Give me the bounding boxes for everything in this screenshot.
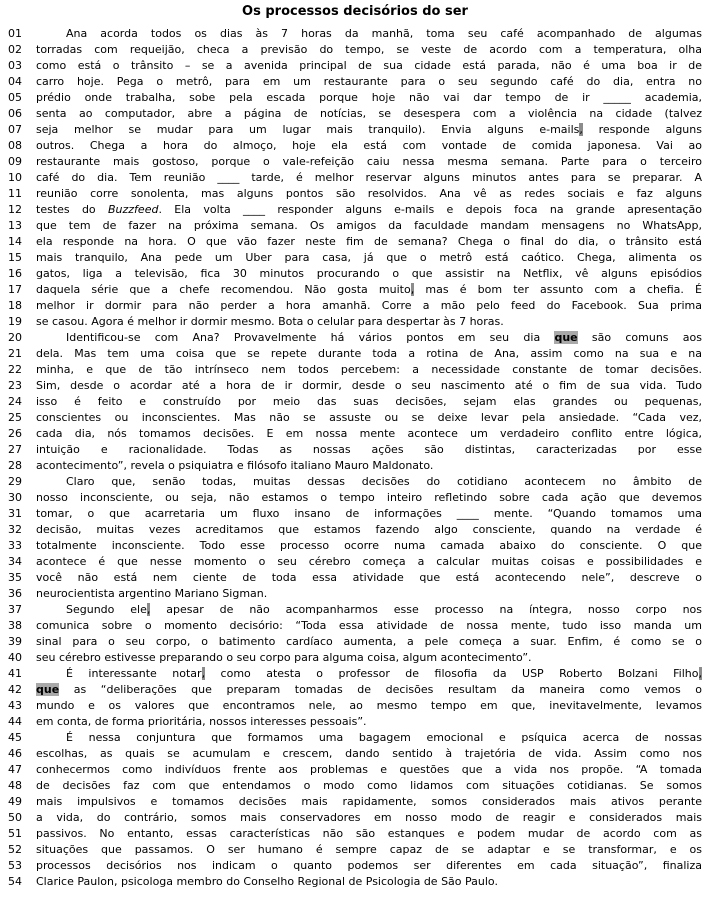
text-line <box>8 362 702 378</box>
line-text: seja melhor se mudar para um lugar mais tranquilo). Envia alguns e-mails, responde alguns <box>36 123 702 136</box>
text-line <box>8 810 702 826</box>
line-number: 45 <box>8 731 22 744</box>
text-line <box>8 282 702 298</box>
text-line <box>8 586 702 602</box>
line-text: em conta, de forma prioritária, nossos interesses pessoais”. <box>36 715 367 728</box>
line-number: 03 <box>8 59 22 72</box>
text-line <box>8 602 702 618</box>
line-number: 51 <box>8 827 22 840</box>
text-line <box>8 58 702 74</box>
line-text: minha, e que de tão intrínseco nem todos percebem: a necessidade constante de tomar decisões. <box>36 363 702 376</box>
line-text: você não está nem ciente de toda essa atividade que está acontecendo nele”, descreve o <box>36 571 702 584</box>
line-text: totalmente inconsciente. Todo esse processo ocorre numa camada abaixo do consciente. O que <box>36 539 702 552</box>
line-text: passivos. No entanto, essas características não são estanques e podem mudar de acordo com as <box>36 827 702 840</box>
styled-text: Buzzfeed <box>107 203 159 216</box>
text-line <box>8 74 702 90</box>
text-line <box>8 714 702 730</box>
line-text: intuição e racionalidade. Todas as nossas ações são distintas, caracterizadas por esse <box>36 443 702 456</box>
text-line <box>8 538 702 554</box>
line-text: reunião corre sonolenta, mas alguns pontos são resolvidos. Ana vê as redes sociais e faz alguns <box>36 187 702 200</box>
line-text: tomar, o que acarretaria um fluxo insano de informações ____ mente. “Quando tomamos uma <box>36 507 702 520</box>
line-text: carro hoje. Pega o metrô, para em um restaurante para o seu segundo café do dia, entra no <box>36 75 702 88</box>
line-text: acontece é que nesse momento o seu cérebro começa a calcular muitas coisas e possibilidades e <box>36 555 702 568</box>
line-text: Claro que, senão todas, muitas dessas decisões do cotidiano acontecem no âmbito de <box>66 475 702 488</box>
line-text: É interessante notar, como atesta o professor de filosofia da USP Roberto Bolzani Filho, <box>66 667 702 680</box>
text-line <box>8 298 702 314</box>
text-line <box>8 138 702 154</box>
line-number: 22 <box>8 363 22 376</box>
text-line <box>8 122 702 138</box>
line-text: melhor ir dormir para não perder a hora amanhã. Corre a mão pelo feed do Facebook. Sua prima <box>36 299 702 312</box>
line-text: decisão, muitas vezes acreditamos que estamos fazendo algo consciente, quando na verdade é <box>36 523 702 536</box>
highlight-mark: , <box>579 123 583 136</box>
line-text: Identificou-se com Ana? Provavelmente há vários pontos em seu dia que são comuns aos <box>66 331 703 344</box>
line-number: 37 <box>8 603 22 616</box>
text-line <box>8 202 702 218</box>
text-line <box>8 650 702 666</box>
line-text: senta ao computador, abre a página de notícias, se desespera com a violência na cidade (talvez <box>36 107 702 120</box>
line-text: nosso inconsciente, ou seja, não estamos o tempo inteiro refletindo sobre cada ação que devemos <box>36 491 702 504</box>
line-text: dela. Mas tem uma coisa que se repete durante toda a rotina de Ana, assim como na sua e na <box>36 347 702 360</box>
text-line <box>8 394 702 410</box>
text-line <box>8 858 702 874</box>
text-line <box>8 458 702 474</box>
text-line <box>8 794 702 810</box>
line-number: 32 <box>8 523 22 536</box>
line-number: 40 <box>8 651 22 664</box>
text-body <box>8 26 702 890</box>
line-number: 43 <box>8 699 22 712</box>
line-number: 36 <box>8 587 22 600</box>
line-text: ela responde na hora. O que vão fazer neste fim de semana? Chega o final do dia, o trânsito está <box>36 235 702 248</box>
text-line <box>8 426 702 442</box>
line-text: Ana acorda todos os dias às 7 horas da manhã, toma seu café acompanhado de algumas <box>66 27 702 40</box>
line-text: situações que passamos. O ser humano é sempre capaz de se adaptar e se transformar, e os <box>36 843 702 856</box>
line-number: 20 <box>8 331 22 344</box>
line-text: de decisões faz com que entendamos o modo como lidamos com situações cotidianas. Se somos <box>36 779 702 792</box>
text-line <box>8 698 702 714</box>
line-text: comunica sobre o momento decisório: “Toda essa atividade de nossa mente, tudo isso manda um <box>36 619 702 632</box>
line-number: 04 <box>8 75 22 88</box>
line-text: conhecermos como indivíduos frente aos problemas e questões que a vida nos propõe. “A tomada <box>36 763 702 776</box>
text-line <box>8 42 702 58</box>
text-line <box>8 330 702 346</box>
line-number: 38 <box>8 619 22 632</box>
text-line <box>8 762 702 778</box>
line-number: 35 <box>8 571 22 584</box>
line-number: 39 <box>8 635 22 648</box>
text-line <box>8 90 702 106</box>
line-text: neurocientista argentino Mariano Sigman. <box>36 587 268 600</box>
line-number: 25 <box>8 411 22 424</box>
line-text: isso é feito e construído por meio das suas decisões, sejam elas grandes ou pequenas, <box>36 395 702 408</box>
text-line <box>8 522 702 538</box>
line-number: 11 <box>8 187 22 200</box>
line-text: que tem de fazer na próxima semana. Os amigos da faculdade mandam mensagens no WhatsApp, <box>36 219 702 232</box>
text-line <box>8 826 702 842</box>
text-line <box>8 410 702 426</box>
text-line <box>8 618 702 634</box>
text-line <box>8 490 702 506</box>
line-number: 06 <box>8 107 22 120</box>
text-line <box>8 554 702 570</box>
text-line <box>8 842 702 858</box>
text-line <box>8 218 702 234</box>
line-text: Segundo ele, apesar de não acompanharmos esse processo na íntegra, nosso corpo nos <box>66 603 703 616</box>
line-number: 07 <box>8 123 22 136</box>
text-line <box>8 506 702 522</box>
text-line <box>8 378 702 394</box>
text-line <box>8 314 702 330</box>
highlight-mark: que <box>554 331 578 344</box>
line-number: 02 <box>8 43 22 56</box>
line-text: daquela série que a chefe recomendou. Não gosta muito, mas é bom ter assunto com a chefia. É <box>36 283 702 296</box>
line-text: como está o trânsito – se a avenida principal de sua cidade está parada, não é uma boa ir de <box>36 59 702 72</box>
text-line <box>8 346 702 362</box>
text-line <box>8 26 702 42</box>
line-text: testes do Buzzfeed. Ela volta ____ responder alguns e-mails e depois foca na grande apresentação <box>36 203 702 216</box>
line-number: 50 <box>8 811 22 824</box>
line-text: gatos, liga a televisão, fica 30 minutos procurando o que assistir na Netflix, vê alguns episódios <box>36 267 702 280</box>
line-number: 12 <box>8 203 22 216</box>
line-text: seu cérebro estivesse preparando o seu corpo para alguma coisa, algum acontecimento”. <box>36 651 532 664</box>
line-number: 08 <box>8 139 22 152</box>
highlight-mark: que <box>36 683 60 696</box>
line-number: 29 <box>8 475 22 488</box>
line-text: prédio onde trabalha, sobe pela escada porque hoje não vai dar tempo de ir _____ academia, <box>36 91 702 104</box>
line-number: 18 <box>8 299 22 312</box>
line-number: 13 <box>8 219 22 232</box>
line-text: acontecimento”, revela o psiquiatra e filósofo italiano Mauro Maldonato. <box>36 459 434 472</box>
line-number: 09 <box>8 155 22 168</box>
line-text: sinal para o seu corpo, o batimento cardíaco aumenta, a pele começa a suar. Enfim, é como se o <box>36 635 702 648</box>
line-number: 42 <box>8 683 22 696</box>
highlight-mark: , <box>698 667 702 680</box>
line-number: 01 <box>8 27 22 40</box>
page-title: Os processos decisórios do ser <box>242 4 468 19</box>
text-line <box>8 474 702 490</box>
line-number: 47 <box>8 763 22 776</box>
text-line <box>8 570 702 586</box>
text-line <box>8 730 702 746</box>
line-text: Clarice Paulon, psicologa membro do Conselho Regional de Psicologia de São Paulo. <box>36 875 498 888</box>
line-number: 33 <box>8 539 22 552</box>
line-number: 44 <box>8 715 22 728</box>
line-number: 53 <box>8 859 22 872</box>
line-number: 34 <box>8 555 22 568</box>
highlight-mark: , <box>201 667 206 680</box>
text-line <box>8 234 702 250</box>
line-number: 19 <box>8 315 22 328</box>
line-number: 24 <box>8 395 22 408</box>
line-text: a vida, do contrário, somos mais conservadores em nosso modo de reagir e considerados mais <box>36 811 702 824</box>
line-text: processos decisórios nos indicam o quanto podemos ser diferentes em cada situação”, finaliza <box>36 859 702 872</box>
text-line <box>8 170 702 186</box>
line-number: 26 <box>8 427 22 440</box>
text-line <box>8 250 702 266</box>
line-text: outros. Chega a hora do almoço, hoje ela está com vontade de comida japonesa. Vai ao <box>36 139 702 152</box>
text-line <box>8 266 702 282</box>
line-text: escolhas, as quais se acumulam e crescem, dando sentido à trajetória de vida. Assim como nos <box>36 747 702 760</box>
line-number: 48 <box>8 779 22 792</box>
line-number: 28 <box>8 459 22 472</box>
text-line <box>8 106 702 122</box>
line-text: Sim, desde o acordar até a hora de ir dormir, desde o seu nascimento até o fim de sua vida. Tudo <box>36 379 702 392</box>
text-line <box>8 186 702 202</box>
text-line <box>8 682 702 698</box>
line-number: 31 <box>8 507 22 520</box>
line-text: restaurante mais gostoso, porque o vale-refeição caiu nessa mesma semana. Parte para o terceiro <box>36 155 702 168</box>
line-text: que as “deliberações que preparam tomadas de decisões resultam da maneira como vemos o <box>36 683 702 696</box>
text-line <box>8 874 702 890</box>
line-number: 52 <box>8 843 22 856</box>
line-text: mais impulsivos e tomamos decisões mais rapidamente, somos considerados mais ativos perante <box>36 795 702 808</box>
line-number: 10 <box>8 171 22 184</box>
line-number: 05 <box>8 91 22 104</box>
line-number: 23 <box>8 379 22 392</box>
text-line <box>8 634 702 650</box>
line-text: É nessa conjuntura que formamos uma bagagem emocional e psíquica acerca de nossas <box>66 731 702 744</box>
text-line <box>8 442 702 458</box>
highlight-mark: , <box>410 283 415 296</box>
line-number: 17 <box>8 283 22 296</box>
line-text: conscientes ou inconscientes. Mas não se assuste ou se deixe levar pela ansiedade. “Cada vez, <box>36 411 702 424</box>
line-text: mais tranquilo, Ana pede um Uber para casa, já que o metrô está caótico. Chega, alimenta os <box>36 251 702 264</box>
line-number: 49 <box>8 795 22 808</box>
text-line <box>8 746 702 762</box>
line-text: torradas com requeijão, checa a previsão do tempo, se veste de acordo com a temperatura, olha <box>36 43 702 56</box>
line-number: 15 <box>8 251 22 264</box>
line-number: 21 <box>8 347 22 360</box>
line-number: 14 <box>8 235 22 248</box>
line-number: 30 <box>8 491 22 504</box>
text-line <box>8 666 702 682</box>
line-number: 41 <box>8 667 22 680</box>
line-number: 54 <box>8 875 22 888</box>
line-text: se casou. Agora é melhor ir dormir mesmo. Bota o celular para despertar às 7 horas. <box>36 315 504 328</box>
line-number: 27 <box>8 443 22 456</box>
line-text: mundo e os valores que encontramos nele, ao mesmo tempo em que, inevitavelmente, levamos <box>36 699 702 712</box>
line-text: cada dia, nós tomamos decisões. E em nossa mente acontece um verdadeiro conflito entre lógica, <box>36 427 702 440</box>
highlight-mark: , <box>146 603 151 616</box>
text-line <box>8 154 702 170</box>
line-text: café do dia. Tem reunião ____ tarde, é melhor reservar alguns minutos antes para se preparar. A <box>36 171 702 184</box>
text-line <box>8 778 702 794</box>
line-number: 16 <box>8 267 22 280</box>
line-number: 46 <box>8 747 22 760</box>
